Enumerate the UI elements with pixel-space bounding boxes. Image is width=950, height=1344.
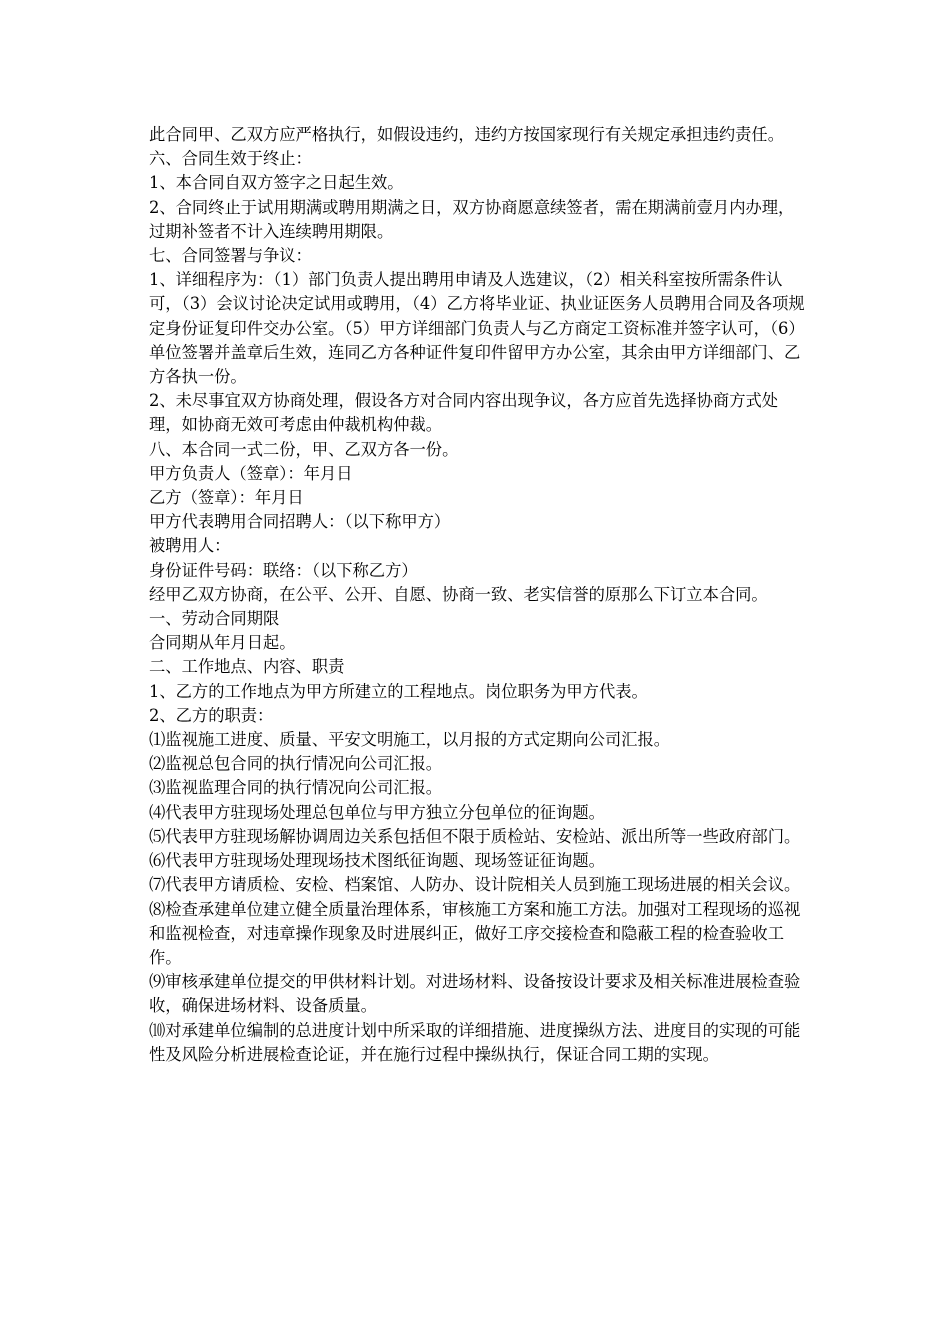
paragraph: 2、乙方的职责： bbox=[149, 705, 274, 725]
paragraph: 经甲乙双方协商，在公平、公开、自愿、协商一致、老实信誉的原那么下订立本合同。 bbox=[149, 584, 768, 604]
document-body bbox=[149, 123, 809, 1067]
list-item: ⑹代表甲方驻现场处理现场技术图纸征询题、现场签证征询题。 bbox=[149, 851, 605, 871]
section-heading: 一、劳动合同期限 bbox=[149, 609, 280, 629]
list-item: ⑶监视监理合同的执行情况向公司汇报。 bbox=[149, 778, 443, 798]
paragraph: 合同期从年月日起。 bbox=[149, 633, 296, 653]
paragraph: 2、未尽事宜双方协商处理，假设各方对合同内容出现争议，各方应首先选择协商方式处理，如协商无效可考虑由仲裁机构仲裁。 bbox=[149, 391, 779, 435]
signature-line: 甲方负责人（签章）：年月日 bbox=[149, 463, 353, 483]
list-item: ⑷代表甲方驻现场处理总包单位与甲方独立分包单位的征询题。 bbox=[149, 802, 605, 822]
section-heading: 七、合同签署与争议： bbox=[149, 246, 312, 266]
party-line: 甲方代表聘用合同招聘人：（以下称甲方） bbox=[149, 512, 451, 532]
section-heading: 八、本合同一式二份，甲、乙双方各一份。 bbox=[149, 439, 459, 459]
list-item: ⑸代表甲方驻现场解协调周边关系包括但不限于质检站、安检站、派出所等一些政府部门。 bbox=[149, 826, 801, 846]
paragraph: 此合同甲、乙双方应严格执行，如假设违约，违约方按国家现行有关规定承担违约责任。 bbox=[149, 125, 784, 144]
list-item: ⑽对承建单位编制的总进度计划中所采取的详细措施、进度操纵方法、进度目的实现的可能性及风险分析进展检查论证，并在施行过程中操纵执行，保证合同工期的实现。 bbox=[149, 1020, 801, 1064]
party-line: 被聘用人： bbox=[149, 536, 231, 556]
paragraph: 1、本合同自双方签字之日起生效。 bbox=[149, 173, 404, 193]
paragraph: 1、乙方的工作地点为甲方所建立的工程地点。岗位职务为甲方代表。 bbox=[149, 681, 648, 701]
list-item: ⑵监视总包合同的执行情况向公司汇报。 bbox=[149, 754, 443, 774]
paragraph: 1、详细程序为：（1）部门负责人提出聘用申请及人选建议，（2）相关科室按所需条件认可，（3）会议讨论决定试用或聘用，（4）乙方将毕业证、执业证医务人员聘用合同及各项规定身份证复印件交办公室。（5）甲方详细部门负责人与乙方商定工资标准并签字认可，（6）单位签署并盖章后生效，连同乙方各种证件复印件留甲方办公室，其余由甲方详细部门、乙方各执一份。 bbox=[149, 270, 805, 387]
signature-line: 乙方（签章）：年月日 bbox=[149, 488, 304, 508]
section-heading: 二、工作地点、内容、职责 bbox=[149, 657, 345, 677]
section-heading: 六、合同生效于终止： bbox=[149, 149, 312, 169]
list-item: ⑻检查承建单位建立健全质量治理体系，审核施工方案和施工方法。加强对工程现场的巡视和监视检查，对违章操作现象及时进展纠正，做好工序交接检查和隐蔽工程的检查验收工作。 bbox=[149, 899, 801, 967]
list-item: ⑺代表甲方请质检、安检、档案馆、人防办、设计院相关人员到施工现场进展的相关会议。 bbox=[149, 875, 801, 895]
paragraph: 2、合同终止于试用期满或聘用期满之日，双方协商愿意续签者，需在期满前壹月内办理，过期补签者不计入连续聘用期限。 bbox=[149, 197, 795, 241]
party-line: 身份证件号码：联络：（以下称乙方） bbox=[149, 560, 418, 580]
list-item: ⑼审核承建单位提交的甲供材料计划。对进场材料、设备按设计要求及相关标准进展检查验收，确保进场材料、设备质量。 bbox=[149, 972, 801, 1016]
list-item: ⑴监视施工进度、质量、平安文明施工，以月报的方式定期向公司汇报。 bbox=[149, 730, 671, 750]
